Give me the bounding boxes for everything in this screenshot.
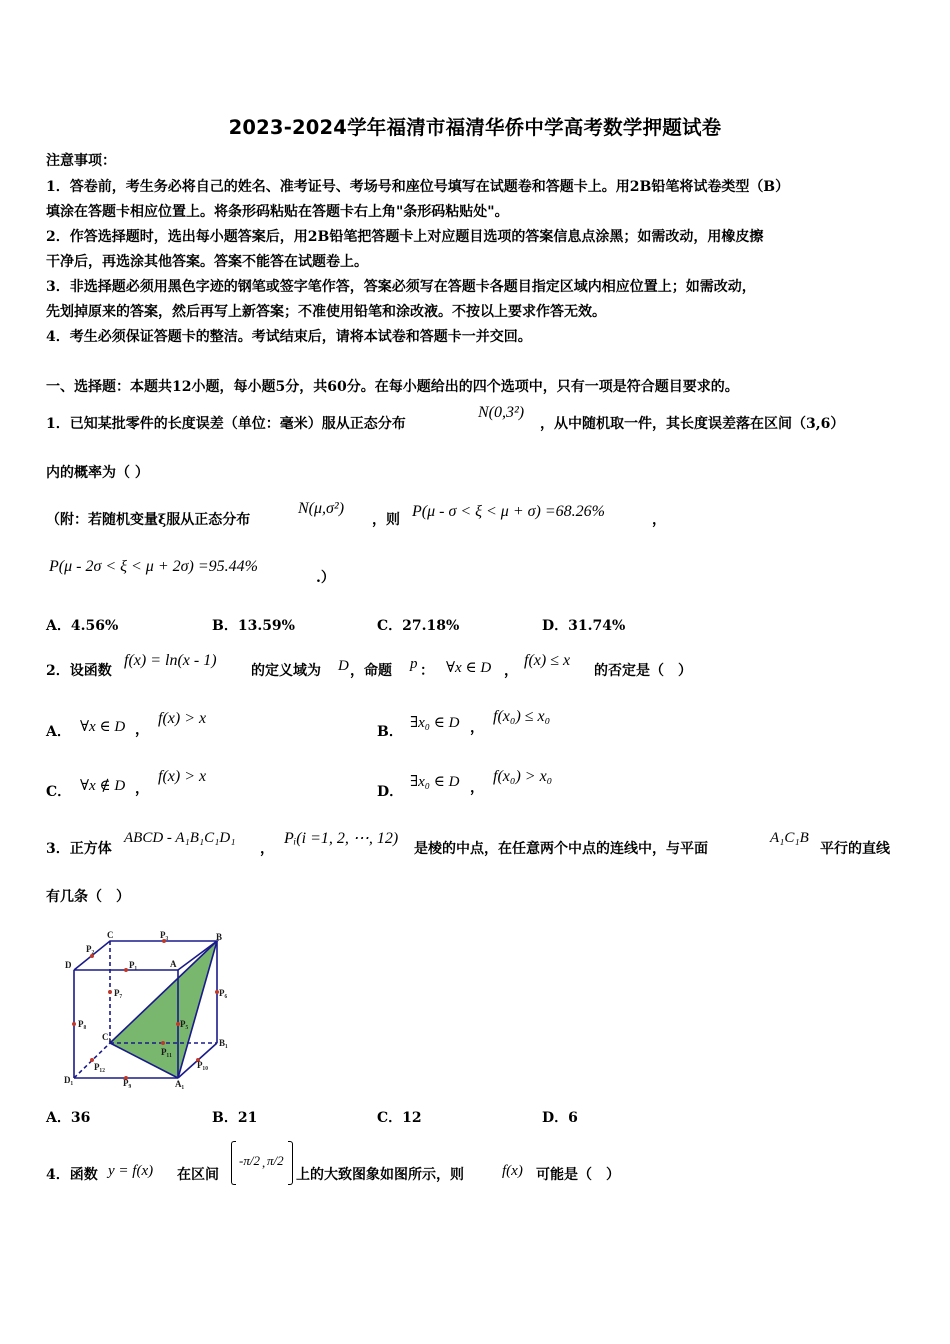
label-p10: P₁₀	[197, 1060, 208, 1070]
q2-option-b-expr: f(x₀) ≤ x₀	[493, 708, 551, 725]
q3-stem-cont2: 平行的直线	[820, 841, 890, 857]
interval-comma: ,	[262, 1155, 266, 1170]
notice-line: 先划掉原来的答案，然后再写上新答案；不准使用铅笔和涂改液。不按以上要求作答无效。	[46, 304, 606, 320]
label-p1: P₁	[129, 960, 138, 970]
q4-stem-end: 可能是（ ）	[536, 1167, 620, 1183]
label-c: C	[107, 930, 114, 940]
q2-option-a-quant: ∀x ∈ D	[80, 719, 126, 735]
label-p7: P₇	[114, 988, 123, 998]
label-p5: P₅	[180, 1019, 189, 1029]
q2-option-d-expr: f(x₀) > x₀	[493, 768, 553, 785]
label-p9: P₉	[123, 1078, 132, 1088]
q1-distribution: N(0,3²)	[478, 404, 525, 421]
q2-option-a-sep: ，	[135, 722, 149, 738]
q4-stem: 4．函数	[46, 1167, 98, 1183]
q1-comma: ，	[652, 512, 666, 528]
q2-option-d-label[interactable]: D．	[377, 784, 404, 800]
q3-stem-cont: 是棱的中点，在任意两个中点的连线中，与平面	[414, 841, 708, 857]
section-heading: 一、选择题：本题共12小题，每小题5分，共60分。在每小题给出的四个选项中，只有一项是符合题目要求的。	[46, 379, 739, 395]
notice-line: 1．答卷前，考生务必将自己的姓名、准考证号、考场号和座位号填写在试题卷和答题卡上。用2B铅笔将试卷类型（B）	[46, 179, 790, 195]
q2-colon: ：	[420, 663, 434, 679]
q1-option-b[interactable]: B．13.59%	[212, 618, 295, 634]
page-title: 2023-2024学年福清市福清华侨中学高考数学押题试卷	[228, 116, 722, 139]
label-p3: P₃	[160, 930, 169, 940]
interval-left-bracket	[231, 1141, 236, 1185]
q2-option-c-expr: f(x) > x	[158, 768, 207, 785]
notice-line: 干净后，再选涂其他答案。答案不能答在试题卷上。	[46, 254, 368, 270]
label-p2: P₂	[86, 944, 95, 954]
q1-stem: 1．已知某批零件的长度误差（单位：毫米）服从正态分布	[46, 416, 406, 432]
q1-note: （附：若随机变量ξ服从正态分布	[46, 512, 251, 528]
q2-stem-prop: ，命题	[350, 663, 392, 679]
label-p8: P₈	[78, 1019, 87, 1029]
q2-stem: 2．设函数	[46, 663, 112, 679]
q2-option-b-sep: ，	[470, 720, 484, 736]
midpoint-p8	[72, 1022, 76, 1026]
q2-option-a-expr: f(x) > x	[158, 710, 207, 727]
q2-option-c-sep: ，	[135, 781, 149, 797]
q3-stem: 3．正方体	[46, 841, 112, 857]
q2-function: f(x) = ln(x - 1)	[124, 652, 217, 669]
label-p12: P₁₂	[94, 1062, 105, 1072]
label-a1: A₁	[175, 1079, 185, 1089]
midpoint-p7	[108, 990, 112, 994]
interval-left: -π/2	[239, 1153, 260, 1168]
q4-fx: f(x)	[502, 1163, 523, 1179]
q1-prob-2sigma: P(μ - 2σ < ξ < μ + 2σ) =95.44%	[49, 558, 258, 575]
q2-option-c-label[interactable]: C．	[46, 784, 72, 800]
notice-heading: 注意事项：	[46, 153, 116, 169]
q2-domain: D	[338, 658, 349, 674]
q3-option-d[interactable]: D．6	[542, 1110, 578, 1126]
interval-right-bracket	[288, 1141, 293, 1185]
q1-stem-end: 内的概率为（ ）	[46, 465, 149, 481]
label-p6: P₆	[219, 988, 228, 998]
q1-note-dist: N(μ,σ²)	[298, 500, 345, 517]
q1-option-d[interactable]: D．31.74%	[542, 618, 626, 634]
notice-line: 4．考生必须保证答题卡的整洁。考试结束后，请将本试卷和答题卡一并交回。	[46, 329, 532, 345]
q4-stem-cont: 上的大致图象如图所示，则	[296, 1167, 464, 1183]
q3-comma: ，	[260, 841, 274, 857]
label-d: D	[65, 960, 72, 970]
notice-line: 2．作答选择题时，选出每小题答案后，用2B铅笔把答题卡上对应题目选项的答案信息点涂黑；如需改动，用橡皮擦	[46, 229, 764, 245]
q2-p: p	[410, 656, 418, 672]
cube-figure	[60, 928, 250, 1090]
q2-option-c-quant: ∀x ∉ D	[80, 778, 126, 794]
q1-stem-cont: ，从中随机取一件，其长度误差落在区间（3,6）	[540, 416, 845, 432]
q3-option-b[interactable]: B．21	[212, 1110, 258, 1126]
q1-note-end: .）	[316, 570, 335, 586]
midpoint-p2	[124, 968, 128, 972]
q4-stem-interval: 在区间	[177, 1167, 219, 1183]
midpoint-p11	[161, 1041, 165, 1045]
q3-cube: ABCD - A₁B₁C₁D₁	[124, 830, 236, 846]
midpoint-p1	[90, 954, 94, 958]
label-c1: C₁	[102, 1032, 112, 1042]
q1-note-then: ，则	[372, 512, 400, 528]
label-a: A	[170, 959, 177, 969]
q3-plane: A₁C₁B	[770, 830, 809, 846]
q2-option-d-quant: ∃x₀ ∈ D	[410, 774, 460, 790]
label-b: B	[216, 932, 223, 942]
q2-condition: f(x) ≤ x	[524, 652, 571, 669]
q4-function: y = f(x)	[108, 1163, 154, 1179]
q3-midpoints: Pᵢ(i =1, 2, ⋯, 12)	[284, 830, 399, 847]
notice-line: 填涂在答题卡相应位置上。将条形码粘贴在答题卡右上角"条形码粘贴处"。	[46, 204, 509, 220]
q2-comma: ，	[504, 663, 518, 679]
q2-option-b-quant: ∃x₀ ∈ D	[410, 715, 460, 731]
q2-option-a-label[interactable]: A．	[46, 724, 71, 740]
q4-interval	[231, 1141, 293, 1185]
q1-prob-1sigma: P(μ - σ < ξ < μ + σ) =68.26%	[412, 503, 605, 520]
q2-stem-cont: 的定义域为	[251, 663, 321, 679]
q3-stem-end: 有几条（ ）	[46, 889, 130, 905]
q2-option-b-label[interactable]: B．	[377, 724, 403, 740]
label-b1: B₁	[219, 1038, 228, 1048]
interval-right: π/2	[267, 1153, 284, 1168]
notice-line: 3．非选择题必须用黑色字迹的钢笔或签字笔作答，答案必须写在答题卡各题目指定区域内相应位置上；如需改动，	[46, 279, 756, 295]
label-d1: D₁	[64, 1075, 74, 1085]
q3-option-c[interactable]: C．12	[377, 1110, 422, 1126]
q3-option-a[interactable]: A．36	[46, 1110, 91, 1126]
label-p11: P₁₁	[161, 1047, 172, 1057]
q1-option-a[interactable]: A．4.56%	[46, 618, 119, 634]
q2-option-d-sep: ，	[470, 780, 484, 796]
q2-forall: ∀x ∈ D	[446, 660, 492, 676]
q2-stem-end: 的否定是（ ）	[594, 663, 692, 679]
q1-option-c[interactable]: C．27.18%	[377, 618, 460, 634]
